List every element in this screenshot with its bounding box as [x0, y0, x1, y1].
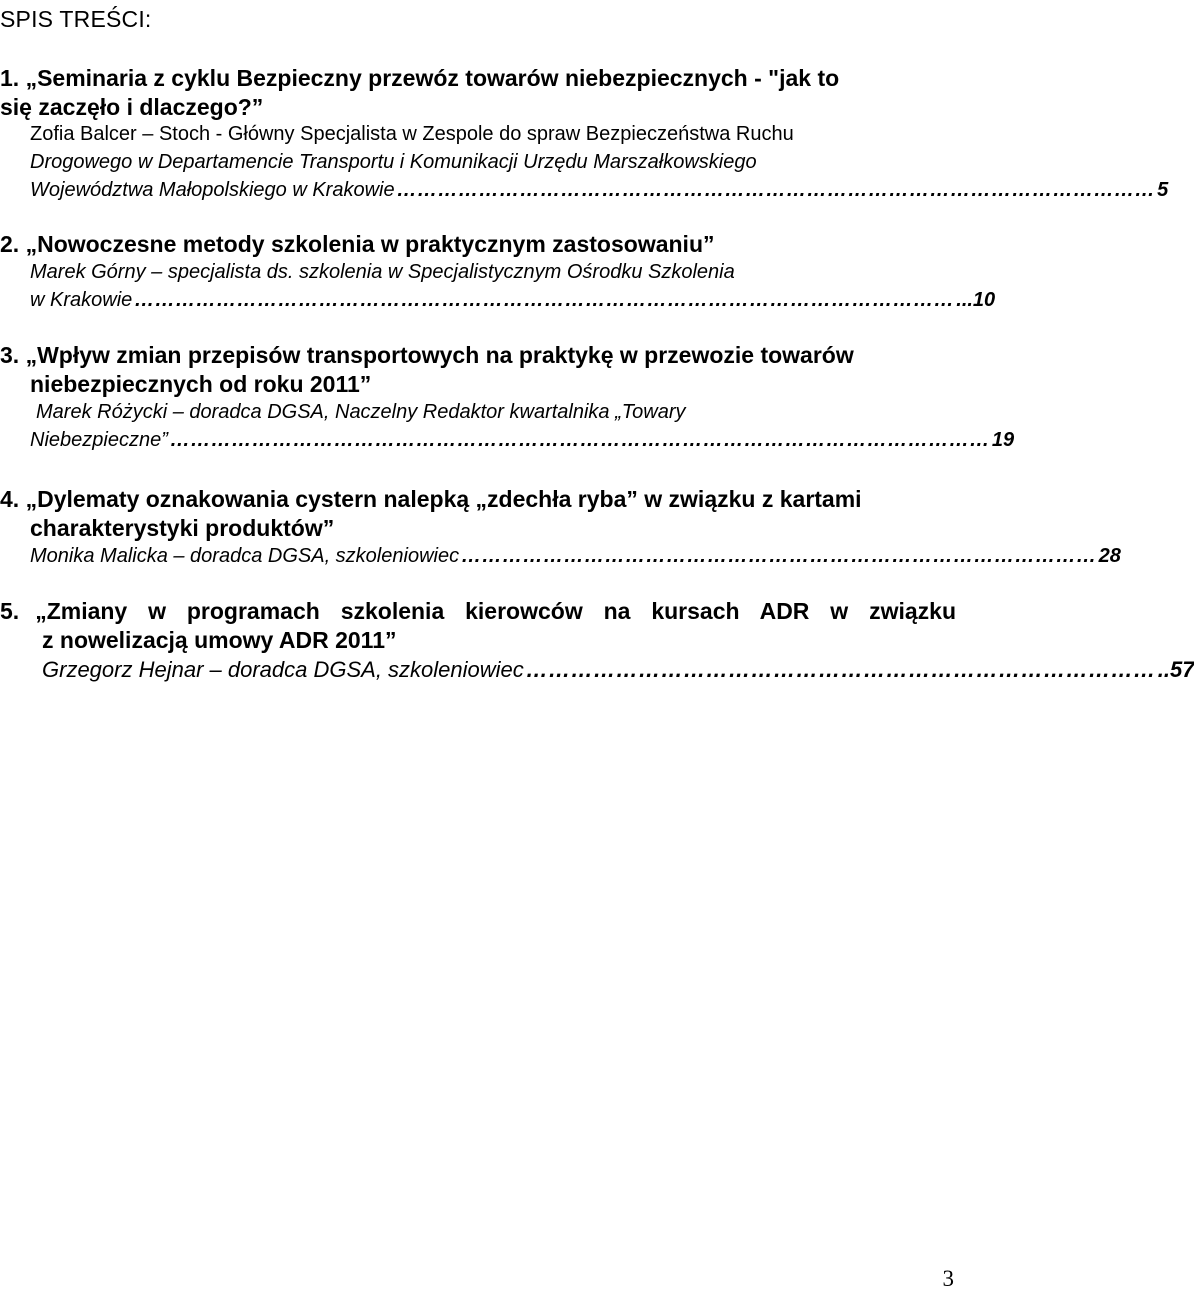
entry-5-author-line-1	[42, 655, 1194, 685]
entry-1-title-line-1	[0, 64, 956, 93]
entry-1-title: „Seminaria z cyklu Bezpieczny przewóz towarów niebezpiecznych - "jak to	[25, 65, 840, 91]
entry-3-title-line-2: niebezpiecznych od roku 2011”	[30, 371, 372, 397]
entry-2-title: „Nowoczesne metody szkolenia w praktycznym zastosowaniu”	[25, 231, 715, 257]
entry-4-title-line-2: charakterystyki produktów”	[30, 515, 335, 541]
entry-1-title-line-2: się zaczęło i dlaczego?”	[0, 94, 264, 120]
entry-4-title-line-1	[0, 485, 862, 514]
entry-2-author-end: w Krakowie	[30, 289, 133, 311]
entry-1-title-text	[0, 64, 839, 93]
entry-2-number: 2.	[0, 231, 20, 257]
page-footer-number: 3	[942, 1266, 954, 1291]
leader-dots: …………………………………………………………………………………………………………	[169, 429, 990, 451]
entry-3-author-line-2	[30, 426, 1015, 454]
entry-1-page-number: 5	[1157, 179, 1169, 201]
entry-3-title-line-1	[0, 341, 854, 370]
entry-5-number: 5.	[0, 598, 20, 624]
entry-3-number: 3.	[0, 342, 20, 368]
entry-2-author-line-2	[30, 286, 996, 314]
entry-4-page-number: 28	[1098, 545, 1121, 567]
leader-dots: …………………………………………………………………………………………………………	[134, 289, 955, 311]
entry-5-title-line-1	[0, 597, 956, 626]
entry-3-title: „Wpływ zmian przepisów transportowych na praktykę w przewozie towarów	[25, 342, 854, 368]
entry-3-author-line-1: Marek Różycki – doradca DGSA, Naczelny Redaktor kwartalnika „Towary	[36, 401, 686, 423]
entry-1-author-line-3	[30, 176, 1169, 204]
leader-dots: …………………………………………………………………………………	[461, 545, 1097, 567]
leader-dots: …………………………………………………………………………	[525, 657, 1156, 682]
entry-4-author-line-1	[30, 542, 1121, 570]
entry-1-author-line-2: Drogowego w Departamencie Transportu i Komunikacji Urzędu Marszałkowskiego	[30, 151, 757, 173]
entry-1-number: 1.	[0, 65, 20, 91]
entry-2-page-number: ...10	[956, 289, 996, 311]
entry-1-author-end: Województwa Małopolskiego w Krakowie	[30, 179, 395, 201]
leader-dots: …………………………………………………………………………………………………	[396, 179, 1156, 201]
entry-2-title-line-1	[0, 230, 715, 259]
entry-1-author-line-1: Zofia Balcer – Stoch - Główny Specjalista w Zespole do spraw Bezpieczeństwa Ruchu	[30, 123, 794, 145]
entry-5-page-number: ..57	[1157, 657, 1194, 682]
entry-5-author-end: Grzegorz Hejnar – doradca DGSA, szkoleniowiec	[42, 657, 524, 682]
entry-5-title: „Zmiany w programach szkolenia kierowców na kursach ADR w związku	[35, 598, 956, 624]
entry-2-author-line-1: Marek Górny – specjalista ds. szkolenia w Specjalistycznym Ośrodku Szkolenia	[30, 261, 735, 283]
entry-5-title-line-2: z nowelizacją umowy ADR 2011”	[42, 627, 397, 653]
page-title: SPIS TREŚCI:	[0, 6, 152, 32]
entry-3-author-end: Niebezpieczne”	[30, 429, 168, 451]
entry-3-page-number: 19	[991, 429, 1015, 451]
entry-4-title: „Dylematy oznakowania cystern nalepką „zdechła ryba” w związku z kartami	[25, 486, 862, 512]
entry-4-author-end: Monika Malicka – doradca DGSA, szkoleniowiec	[30, 545, 460, 567]
entry-4-number: 4.	[0, 486, 20, 512]
